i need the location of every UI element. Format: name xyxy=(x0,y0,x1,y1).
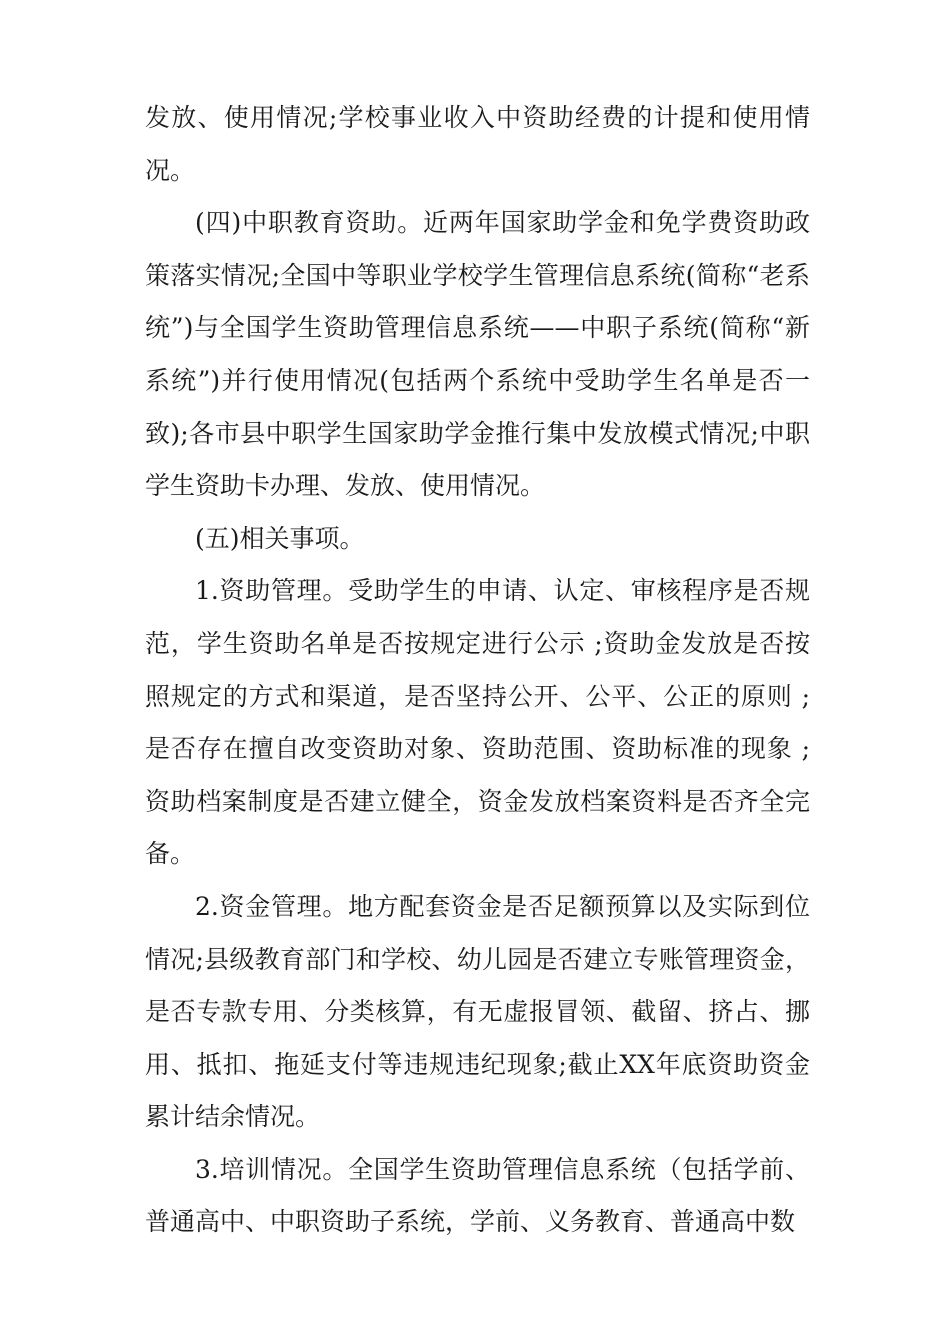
paragraph-3: (五)相关事项。 xyxy=(195,523,365,553)
paragraph-6: 3.培训情况。全国学生资助管理信息系统（包括学前、普通高中、中职资助子系统，学前、义务教育、普通高中数 xyxy=(145,1154,810,1237)
paragraph-1: 发放、使用情况;学校事业收入中资助经费的计提和使用情况。 xyxy=(145,103,810,185)
paragraph-5: 2.资金管理。地方配套资金是否足额预算以及实际到位情况;县级教育部门和学校、幼儿园是否建立专账管理资金，是否专款专用、分类核算，有无虚报冒领、截留、挤占、挪用、抵扣、拖延支付等违规违纪现象;截止XX年底资助资金累计结余情况。 xyxy=(145,891,810,1132)
paragraph-4: 1.资助管理。受助学生的申请、认定、审核程序是否规范，学生资助名单是否按规定进行公示 ;资助金发放是否按照规定的方式和渠道，是否坚持公开、公平、公正的原则 ;是否存在擅自改变资助对象、资助范围、资助标准的现象 ;资助档案制度是否建立健全，资金发放档案资料是否齐全完备。 xyxy=(145,576,810,869)
document-body xyxy=(145,92,810,1249)
paragraph-2: (四)中职教育资助。近两年国家助学金和免学费资助政策落实情况;全国中等职业学校学生管理信息系统(简称“老系统”)与全国学生资助管理信息系统——中职子系统(简称“新系统”)并行使用情况(包括两个系统中受助学生名单是否一致);各市县中职学生国家助学金推行集中发放模式情况;中职学生资助卡办理、发放、使用情况。 xyxy=(145,208,810,501)
